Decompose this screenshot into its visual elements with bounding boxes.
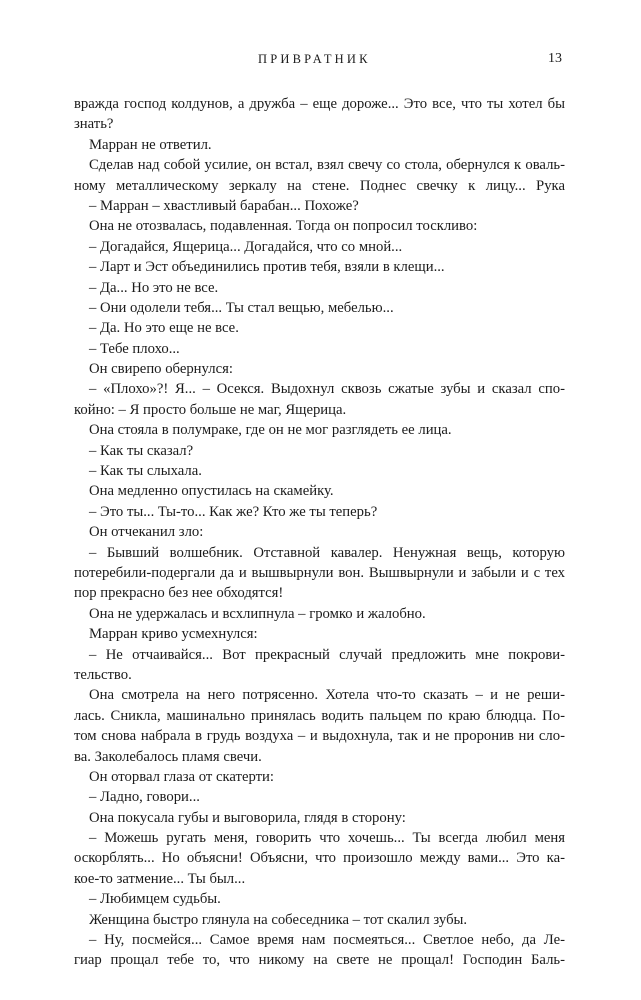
body-text (74, 94, 565, 971)
text-line: Она покусала губы и выговорила, глядя в сторону: (89, 809, 406, 826)
text-line: тельство. (74, 666, 132, 683)
text-line: Она не удержалась и всхлипнула – громко и жалобно. (89, 605, 426, 622)
text-line: – Не отчаивайся... Вот прекрасный случай предложить мне покрови- (89, 646, 565, 663)
text-line: – Они одолели тебя... Ты стал вещью, мебелью... (89, 299, 394, 316)
text-line: – Да. Но это еще не все. (89, 320, 239, 337)
text-line: кое-то затмение... Ты был... (74, 870, 246, 887)
text-line: Она медленно опустилась на скамейку. (89, 483, 334, 500)
text-line: Она не отозвалась, подавленная. Тогда он попросил тоскливо: (89, 218, 478, 235)
text-line: Он отчеканил зло: (89, 524, 204, 541)
text-line: оскорблять... Но объясни! Объясни, что произошло между вами... Это ка- (74, 850, 565, 867)
text-line: знать? (74, 116, 114, 133)
text-line: Марран криво усмехнулся: (89, 626, 258, 643)
page-number: 13 (548, 51, 562, 66)
text-line: Марран не ответил. (89, 136, 212, 153)
text-line: – Да... Но это не все. (89, 279, 219, 296)
text-line: – Любимцем судьбы. (89, 891, 221, 908)
text-line: – Это ты... Ты-то... Как же? Кто же ты теперь? (89, 503, 378, 520)
text-line: – Ну, посмейся... Самое время нам посмеяться... Светлое небо, да Ле- (89, 932, 565, 949)
text-line: – Как ты сказал? (89, 442, 194, 459)
text-line: лась. Сникла, машинально принялась водить пальцем по краю блюдца. По- (74, 707, 565, 724)
text-line: – «Плохо»?! Я... – Осекся. Выдохнул сквозь сжатые зубы и сказал спо- (89, 381, 565, 398)
text-line: том снова набрала в грудь воздуха – и выдохнула, так и не проронив ни сло- (74, 728, 565, 745)
text-line: – Тебе плохо... (89, 340, 180, 357)
text-line: – Можешь ругать меня, говорить что хочешь... Ты всегда любил меня (89, 830, 565, 847)
text-line: потеребили-подергали да и вышвырнули вон. Вышвырнули и забыли и с тех (74, 564, 565, 581)
running-head-title: ПРИВРАТНИК (258, 52, 371, 66)
text-line: – Как ты слыхала. (89, 463, 202, 480)
text-line: Она стояла в полумраке, где он не мог разглядеть ее лица. (89, 422, 452, 439)
text-line: вражда господ колдунов, а дружба – еще дороже... Это все, что ты хотел бы (74, 96, 565, 112)
text-line: – Догадайся, Ящерица... Догадайся, что со мной... (89, 238, 403, 255)
text-line: Женщина быстро глянула на собеседника – тот скалил зубы. (89, 911, 468, 928)
text-line: Он свирепо обернулся: (89, 361, 233, 378)
text-line: – Ларт и Эст объединились против тебя, взяли в клещи... (89, 259, 445, 276)
text-line: пор прекрасно без нее обходятся! (74, 585, 284, 602)
text-line: ному металлическому зеркалу на стене. Поднес свечку к лицу... Рука (74, 177, 565, 194)
text-line: – Ладно, говори... (89, 789, 200, 806)
text-line: койно: – Я просто больше не маг, Ящерица. (74, 401, 347, 418)
text-line: ва. Заколебалось пламя свечи. (74, 748, 262, 765)
running-head (0, 52, 641, 72)
text-line: гиар прощал тебе то, что никому на свете не прощал! Господин Баль- (74, 952, 565, 969)
text-line: Сделав над собой усилие, он встал, взял свечу со стола, обернулся к оваль- (89, 157, 565, 174)
text-line: – Бывший волшебник. Отставной кавалер. Ненужная вещь, которую (89, 544, 565, 561)
text-line: – Марран – хвастливый барабан... Похоже? (89, 197, 359, 214)
text-line: Она смотрела на него потрясенно. Хотела что-то сказать – и не реши- (89, 687, 565, 704)
text-line: Он оторвал глаза от скатерти: (89, 768, 274, 785)
